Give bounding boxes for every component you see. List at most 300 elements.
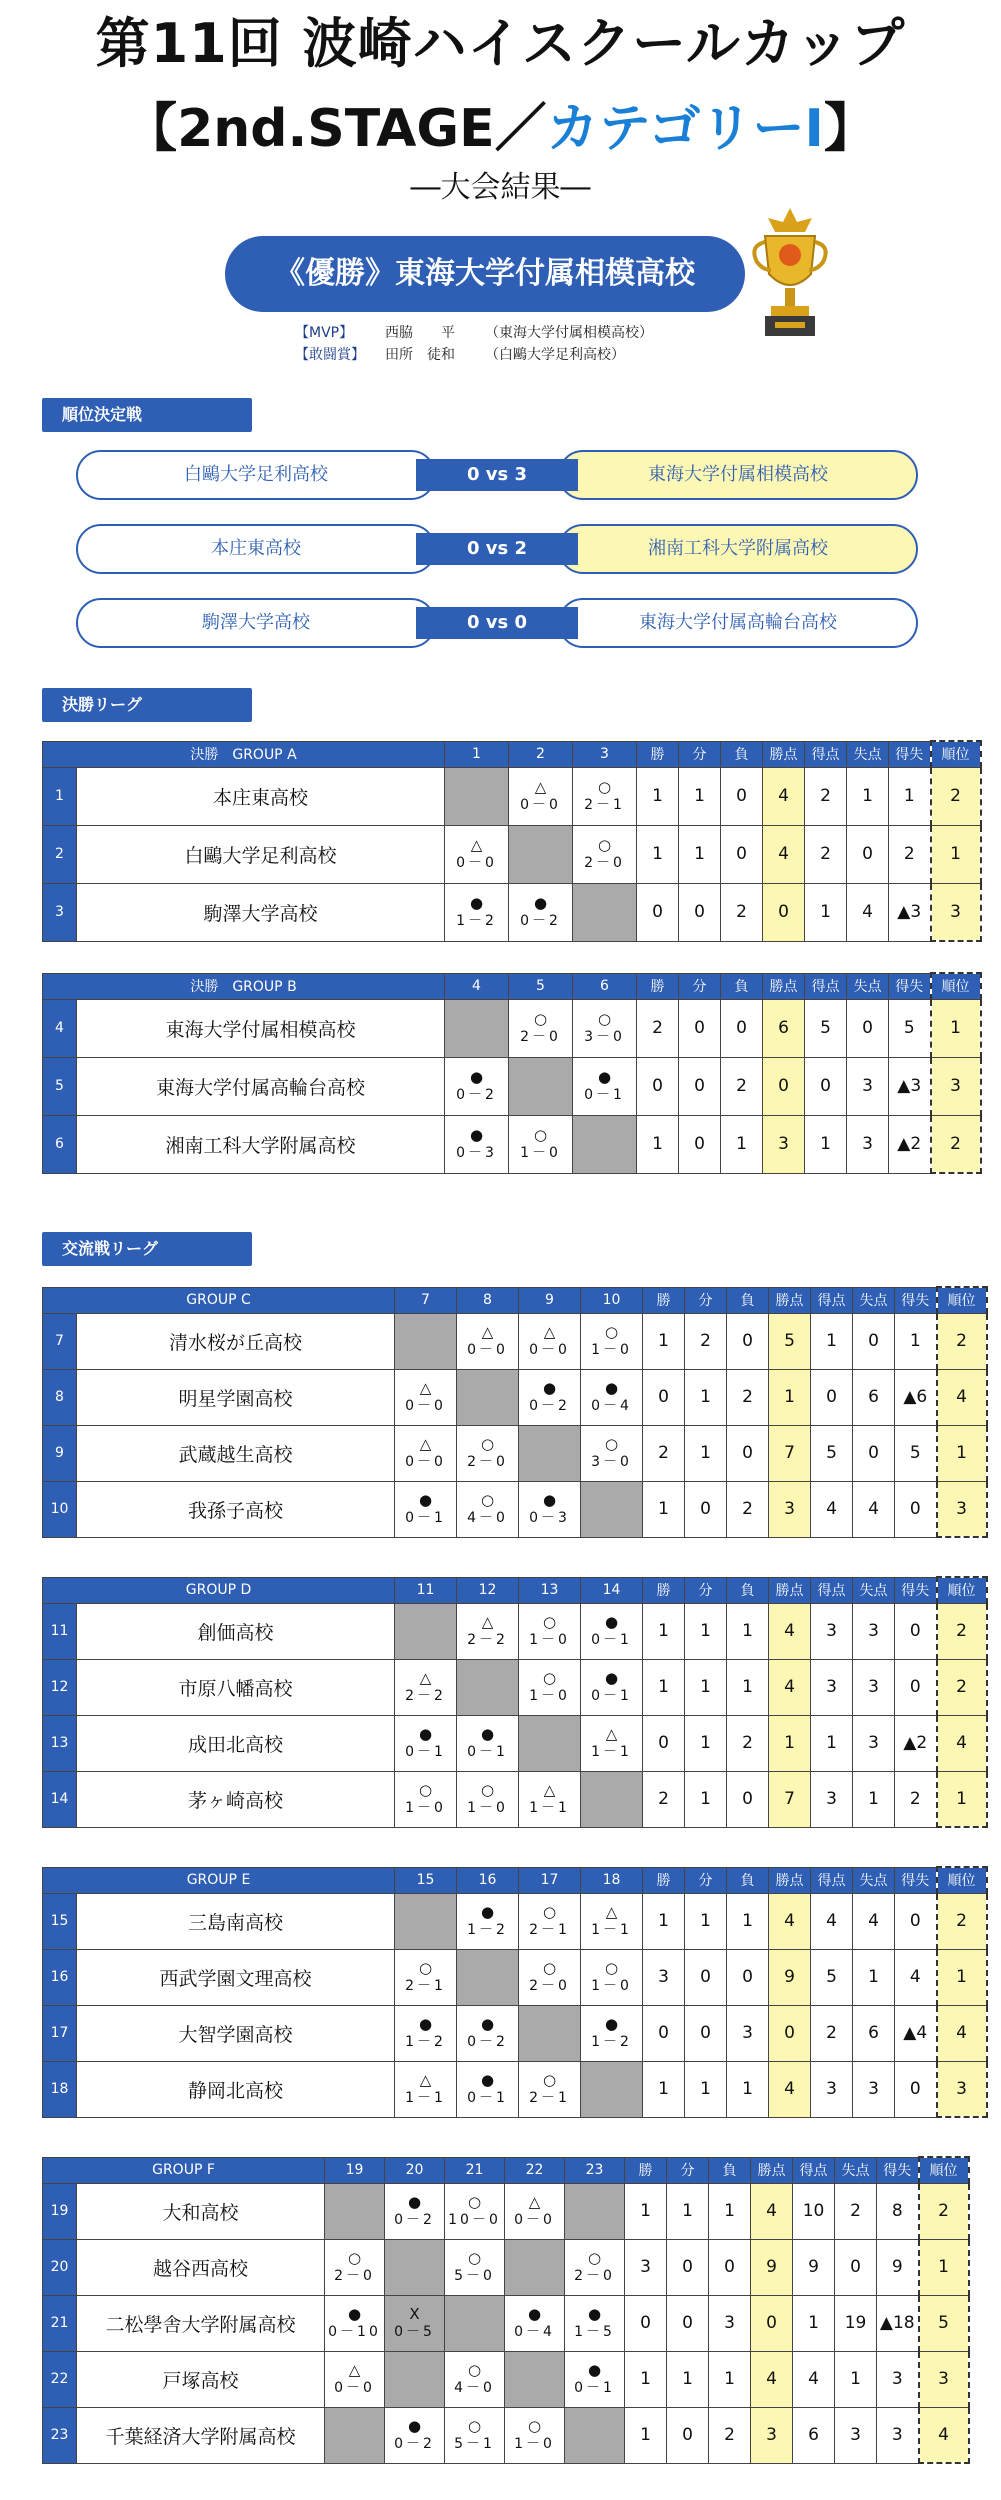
match-score: 0－1 xyxy=(591,1688,632,1704)
match-score: 1－0 xyxy=(520,1145,561,1161)
stat-header: 失点 xyxy=(835,2157,877,2183)
goals-for: 5 xyxy=(811,1425,853,1481)
goals-against: 1 xyxy=(853,1771,895,1827)
result-mark: ○ xyxy=(480,1491,495,1509)
award-mvp xyxy=(295,322,653,344)
awards-list xyxy=(295,322,653,366)
result-mark: ● xyxy=(480,1725,495,1743)
losses: 2 xyxy=(709,2407,751,2463)
draws: 1 xyxy=(685,1603,727,1659)
table-row xyxy=(43,1057,981,1115)
match-result xyxy=(565,2295,625,2351)
match-score: 2－0 xyxy=(574,2268,615,2284)
rank: 3 xyxy=(919,2351,969,2407)
match-result xyxy=(385,2295,445,2351)
table-row xyxy=(43,825,981,883)
opponent-col-header: 12 xyxy=(457,1577,519,1603)
result-mark: △ xyxy=(528,2193,541,2211)
wins: 2 xyxy=(637,999,679,1057)
match-score: 0－1 xyxy=(467,1744,508,1760)
match-result xyxy=(457,1425,519,1481)
points: 4 xyxy=(763,767,805,825)
points: 7 xyxy=(769,1425,811,1481)
team-name: 静岡北高校 xyxy=(77,2061,395,2117)
match-score: 2－1 xyxy=(529,1922,570,1938)
match-score: 1－1 xyxy=(529,1800,570,1816)
empty-cell xyxy=(509,1057,573,1115)
match-result xyxy=(519,1313,581,1369)
result-mark: △ xyxy=(470,836,483,854)
match-score: 2－0 xyxy=(467,1454,508,1470)
goal-diff: 8 xyxy=(877,2183,919,2239)
stat-header: 勝 xyxy=(625,2157,667,2183)
match-score: 2－1 xyxy=(405,1978,446,1994)
points: 3 xyxy=(751,2407,793,2463)
losses: 0 xyxy=(721,767,763,825)
match-result xyxy=(581,1893,643,1949)
match-result xyxy=(565,2239,625,2295)
goals-against: 3 xyxy=(835,2407,877,2463)
goals-for: 4 xyxy=(793,2351,835,2407)
ranking-match xyxy=(76,598,918,648)
result-mark: ○ xyxy=(480,1781,495,1799)
team-name: 二松學舎大学附属高校 xyxy=(77,2295,325,2351)
empty-cell xyxy=(581,1481,643,1537)
match-result xyxy=(509,999,573,1057)
result-mark: △ xyxy=(419,2071,432,2089)
points: 6 xyxy=(763,999,805,1057)
goals-for: 6 xyxy=(793,2407,835,2463)
team-name: 清水桜が丘高校 xyxy=(77,1313,395,1369)
match-result xyxy=(581,1313,643,1369)
points: 4 xyxy=(751,2183,793,2239)
team-name: 茅ヶ崎高校 xyxy=(77,1771,395,1827)
group-name: GROUP C xyxy=(43,1287,395,1313)
opponent-col-header: 11 xyxy=(395,1577,457,1603)
empty-cell xyxy=(325,2407,385,2463)
goal-diff: 2 xyxy=(895,1771,937,1827)
match-score: 1－0 xyxy=(591,1978,632,1994)
goals-for: 2 xyxy=(811,2005,853,2061)
page-title: 第11回 波崎ハイスクールカップ xyxy=(95,12,906,75)
empty-cell xyxy=(519,1425,581,1481)
rank: 1 xyxy=(937,1425,987,1481)
rank: 1 xyxy=(919,2239,969,2295)
result-mark: ● xyxy=(597,1068,612,1086)
match-result xyxy=(519,1949,581,2005)
goals-for: 10 xyxy=(793,2183,835,2239)
rank: 2 xyxy=(931,767,981,825)
stat-header: 勝点 xyxy=(763,741,805,767)
team-name: 東海大学付属相模高校 xyxy=(77,999,445,1057)
match-result xyxy=(445,1115,509,1173)
result-mark: ● xyxy=(407,2417,422,2435)
draws: 1 xyxy=(685,1425,727,1481)
losses: 1 xyxy=(727,1893,769,1949)
match-result xyxy=(581,2005,643,2061)
match-score: 3－0 xyxy=(584,1029,625,1045)
match-score: 2－2 xyxy=(405,1688,446,1704)
match-score: 1－0 xyxy=(591,1342,632,1358)
match-score: 3－0 xyxy=(591,1454,632,1470)
result-mark: ● xyxy=(587,2361,602,2379)
result-mark: △ xyxy=(419,1669,432,1687)
team-name: 明星学園高校 xyxy=(77,1369,395,1425)
team-name: 白鷗大学足利高校 xyxy=(77,825,445,883)
losses: 2 xyxy=(727,1369,769,1425)
rank: 4 xyxy=(937,1715,987,1771)
goals-against: 1 xyxy=(853,1949,895,2005)
match-result xyxy=(519,2061,581,2117)
match-score: 1－0 xyxy=(529,1632,570,1648)
goal-diff: ▲3 xyxy=(889,883,931,941)
points: 0 xyxy=(763,883,805,941)
stat-header: 順位 xyxy=(931,741,981,767)
match-result xyxy=(457,1771,519,1827)
wins: 0 xyxy=(637,1057,679,1115)
match-result xyxy=(505,2295,565,2351)
team-number: 3 xyxy=(43,883,77,941)
result-mark: ○ xyxy=(587,2249,602,2267)
goals-for: 5 xyxy=(805,999,847,1057)
table-row xyxy=(43,2005,987,2061)
match-result xyxy=(519,1603,581,1659)
group-table xyxy=(42,972,982,1174)
opponent-col-header: 7 xyxy=(395,1287,457,1313)
points: 0 xyxy=(751,2295,793,2351)
losses: 2 xyxy=(727,1481,769,1537)
table-row xyxy=(43,1425,987,1481)
award-school: （東海大学付属相模高校） xyxy=(485,325,653,341)
team-name: 大和高校 xyxy=(77,2183,325,2239)
result-mark: ○ xyxy=(347,2249,362,2267)
stat-header: 失点 xyxy=(847,741,889,767)
goal-diff: 1 xyxy=(895,1313,937,1369)
empty-cell xyxy=(565,2407,625,2463)
goal-diff: 4 xyxy=(895,1949,937,2005)
opponent-col-header: 2 xyxy=(509,741,573,767)
opponent-col-header: 13 xyxy=(519,1577,581,1603)
points: 1 xyxy=(769,1715,811,1771)
wins: 1 xyxy=(637,767,679,825)
goals-against: 6 xyxy=(853,2005,895,2061)
goal-diff: 3 xyxy=(877,2407,919,2463)
stat-header: 勝点 xyxy=(751,2157,793,2183)
goal-diff: ▲3 xyxy=(889,1057,931,1115)
stat-header: 失点 xyxy=(853,1577,895,1603)
rank: 4 xyxy=(919,2407,969,2463)
result-mark: ○ xyxy=(542,1613,557,1631)
wins: 0 xyxy=(625,2295,667,2351)
result-mark: ○ xyxy=(467,2417,482,2435)
goal-diff: ▲2 xyxy=(889,1115,931,1173)
stage-prefix: 【2nd.STAGE／ xyxy=(125,99,547,159)
losses: 0 xyxy=(721,999,763,1057)
group-table xyxy=(42,1286,988,1538)
result-mark: △ xyxy=(481,1613,494,1631)
points: 9 xyxy=(751,2239,793,2295)
wins: 2 xyxy=(643,1425,685,1481)
points: 4 xyxy=(769,1603,811,1659)
result-mark: X xyxy=(409,2305,420,2323)
stat-header: 分 xyxy=(685,1867,727,1893)
exchange-league-header: 交流戦リーグ xyxy=(42,1232,252,1266)
rank: 2 xyxy=(919,2183,969,2239)
points: 0 xyxy=(769,2005,811,2061)
result-mark: ● xyxy=(542,1491,557,1509)
stat-header: 失点 xyxy=(847,973,889,999)
team-name: 東海大学付属高輪台高校 xyxy=(77,1057,445,1115)
losses: 3 xyxy=(727,2005,769,2061)
rank: 1 xyxy=(937,1771,987,1827)
match-result xyxy=(457,1893,519,1949)
result-mark: ● xyxy=(469,894,484,912)
goal-diff: 0 xyxy=(895,1659,937,1715)
match-score: 1－2 xyxy=(405,2034,446,2050)
result-mark: ○ xyxy=(467,2361,482,2379)
result-mark: ● xyxy=(587,2305,602,2323)
wins: 0 xyxy=(637,883,679,941)
table-row xyxy=(43,2239,969,2295)
match-result xyxy=(581,1603,643,1659)
team-name: 本庄東高校 xyxy=(77,767,445,825)
opponent-col-header: 18 xyxy=(581,1867,643,1893)
goals-against: 2 xyxy=(835,2183,877,2239)
match-score: 0－1 xyxy=(405,1510,446,1526)
result-mark: ● xyxy=(407,2193,422,2211)
draws: 0 xyxy=(679,1057,721,1115)
result-mark: ○ xyxy=(533,1010,548,1028)
team-name: 市原八幡高校 xyxy=(77,1659,395,1715)
match-score: 0－2 xyxy=(394,2436,435,2452)
opponent-col-header: 3 xyxy=(573,741,637,767)
result-mark: △ xyxy=(348,2361,361,2379)
table-row xyxy=(43,1115,981,1173)
match-result xyxy=(325,2239,385,2295)
table-row xyxy=(43,1481,987,1537)
team-number: 16 xyxy=(43,1949,77,2005)
result-mark: ○ xyxy=(597,778,612,796)
match-score: 1－1 xyxy=(591,1922,632,1938)
wins: 1 xyxy=(643,1659,685,1715)
result-mark: ● xyxy=(604,1613,619,1631)
stat-header: 分 xyxy=(685,1287,727,1313)
rank: 5 xyxy=(919,2295,969,2351)
goals-against: 3 xyxy=(853,1715,895,1771)
goal-diff: ▲4 xyxy=(895,2005,937,2061)
points: 0 xyxy=(763,1057,805,1115)
rank: 3 xyxy=(931,1057,981,1115)
match-score: 0－3 xyxy=(529,1510,570,1526)
losses: 1 xyxy=(727,1603,769,1659)
draws: 1 xyxy=(685,1771,727,1827)
stat-header: 得点 xyxy=(811,1867,853,1893)
match-result xyxy=(509,1115,573,1173)
stat-header: 勝点 xyxy=(763,973,805,999)
team-name: 成田北高校 xyxy=(77,1715,395,1771)
match-score: 0－0 xyxy=(456,855,497,871)
team-number: 13 xyxy=(43,1715,77,1771)
goals-against: 3 xyxy=(853,1659,895,1715)
goals-for: 1 xyxy=(793,2295,835,2351)
match-score: 0－0 xyxy=(520,797,561,813)
empty-cell xyxy=(445,999,509,1057)
match-result xyxy=(573,1057,637,1115)
team-number: 9 xyxy=(43,1425,77,1481)
team-number: 6 xyxy=(43,1115,77,1173)
team-number: 10 xyxy=(43,1481,77,1537)
match-score: 0－1 xyxy=(405,1744,446,1760)
stat-header: 得失 xyxy=(895,1867,937,1893)
team-number: 12 xyxy=(43,1659,77,1715)
stage-suffix: 】 xyxy=(823,99,876,159)
draws: 0 xyxy=(679,999,721,1057)
match-result xyxy=(395,2061,457,2117)
stat-header: 負 xyxy=(721,741,763,767)
goal-diff: 5 xyxy=(895,1425,937,1481)
match-result xyxy=(395,1771,457,1827)
stage-title xyxy=(0,98,1001,160)
losses: 3 xyxy=(709,2295,751,2351)
group-table xyxy=(42,1576,988,1828)
result-mark: ○ xyxy=(533,1126,548,1144)
match-result xyxy=(445,2239,505,2295)
match-result xyxy=(457,2005,519,2061)
goal-diff: 0 xyxy=(895,1481,937,1537)
match-score: 4－0 xyxy=(454,2380,495,2396)
stat-header: 勝 xyxy=(643,1287,685,1313)
stat-header: 順位 xyxy=(937,1577,987,1603)
rank: 1 xyxy=(937,1949,987,2005)
goals-for: 0 xyxy=(811,1369,853,1425)
team-name: 創価高校 xyxy=(77,1603,395,1659)
match-score: 5－1 xyxy=(454,2436,495,2452)
result-mark: ○ xyxy=(480,1435,495,1453)
wins: 1 xyxy=(625,2407,667,2463)
rank: 3 xyxy=(937,2061,987,2117)
stat-header: 勝 xyxy=(643,1577,685,1603)
losses: 2 xyxy=(727,1715,769,1771)
match-score: 0－0 xyxy=(334,2380,375,2396)
result-mark: ● xyxy=(533,894,548,912)
stat-header: 負 xyxy=(727,1867,769,1893)
award-label: 【敢闘賞】 xyxy=(295,347,365,363)
goals-against: 4 xyxy=(853,1481,895,1537)
result-mark: ○ xyxy=(597,836,612,854)
wins: 1 xyxy=(643,1893,685,1949)
stat-header: 負 xyxy=(727,1287,769,1313)
result-mark: ● xyxy=(469,1068,484,1086)
empty-cell xyxy=(395,1313,457,1369)
wins: 1 xyxy=(643,2061,685,2117)
empty-cell xyxy=(325,2183,385,2239)
match-score: 0－3 xyxy=(456,1145,497,1161)
points: 4 xyxy=(763,825,805,883)
goals-against: 4 xyxy=(847,883,889,941)
team-name: 千葉経済大学附属高校 xyxy=(77,2407,325,2463)
match-score: 1－5 xyxy=(574,2324,615,2340)
goals-for: 3 xyxy=(811,1659,853,1715)
award-fighting-spirit xyxy=(295,344,653,366)
rank: 2 xyxy=(937,1893,987,1949)
empty-cell xyxy=(581,2061,643,2117)
table-row xyxy=(43,767,981,825)
opponent-col-header: 15 xyxy=(395,1867,457,1893)
goal-diff: 0 xyxy=(895,2061,937,2117)
points: 4 xyxy=(751,2351,793,2407)
stat-header: 勝点 xyxy=(769,1577,811,1603)
ranking-team-left: 白鷗大学足利高校 xyxy=(76,450,436,500)
table-row xyxy=(43,1603,987,1659)
stat-header: 勝点 xyxy=(769,1287,811,1313)
match-score: 0－2 xyxy=(529,1398,570,1414)
points: 5 xyxy=(769,1313,811,1369)
award-name: 田所 徒和 xyxy=(385,347,455,363)
match-result xyxy=(325,2295,385,2351)
opponent-col-header: 9 xyxy=(519,1287,581,1313)
ranking-section-header: 順位決定戦 xyxy=(42,398,252,432)
result-mark: ● xyxy=(604,1379,619,1397)
result-mark: ● xyxy=(604,1669,619,1687)
result-mark: ○ xyxy=(418,1959,433,1977)
wins: 1 xyxy=(625,2183,667,2239)
match-score: 0－0 xyxy=(529,1342,570,1358)
team-name: 我孫子高校 xyxy=(77,1481,395,1537)
empty-cell xyxy=(445,767,509,825)
team-number: 1 xyxy=(43,767,77,825)
team-name: 駒澤大学高校 xyxy=(77,883,445,941)
stat-header: 得失 xyxy=(889,741,931,767)
match-score: 2－1 xyxy=(529,2090,570,2106)
team-name: 湘南工科大学附属高校 xyxy=(77,1115,445,1173)
opponent-col-header: 22 xyxy=(505,2157,565,2183)
match-result xyxy=(395,1369,457,1425)
result-mark: △ xyxy=(543,1781,556,1799)
match-result xyxy=(385,2407,445,2463)
result-mark: △ xyxy=(605,1903,618,1921)
wins: 1 xyxy=(643,1313,685,1369)
goals-for: 4 xyxy=(811,1893,853,1949)
group-name: 決勝 GROUP A xyxy=(43,741,445,767)
empty-cell xyxy=(385,2351,445,2407)
match-score: 0－1 xyxy=(467,2090,508,2106)
points: 3 xyxy=(763,1115,805,1173)
match-result xyxy=(581,1659,643,1715)
result-mark: ● xyxy=(418,1491,433,1509)
empty-cell xyxy=(395,1603,457,1659)
goals-against: 0 xyxy=(835,2239,877,2295)
losses: 2 xyxy=(721,883,763,941)
result-mark: △ xyxy=(481,1323,494,1341)
team-number: 20 xyxy=(43,2239,77,2295)
match-result xyxy=(457,1313,519,1369)
draws: 1 xyxy=(679,825,721,883)
opponent-col-header: 10 xyxy=(581,1287,643,1313)
match-score: 0－2 xyxy=(394,2212,435,2228)
goals-against: 0 xyxy=(853,1425,895,1481)
match-result xyxy=(573,825,637,883)
result-mark: ● xyxy=(418,1725,433,1743)
goals-against: 1 xyxy=(835,2351,877,2407)
goals-for: 1 xyxy=(811,1715,853,1771)
goals-for: 1 xyxy=(805,1115,847,1173)
match-result xyxy=(395,1949,457,2005)
draws: 1 xyxy=(685,1715,727,1771)
stat-header: 分 xyxy=(685,1577,727,1603)
result-mark: ○ xyxy=(467,2193,482,2211)
stat-header: 得失 xyxy=(895,1287,937,1313)
match-result xyxy=(445,2351,505,2407)
